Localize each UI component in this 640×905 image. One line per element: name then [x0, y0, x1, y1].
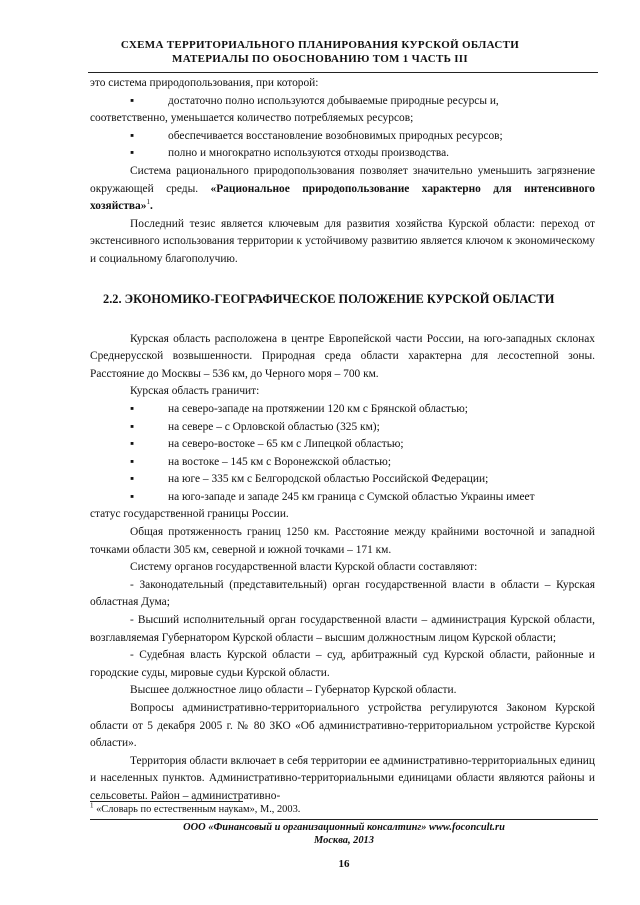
list-item: - Высший исполнительный орган государственной власти – администрация Курской области, возглавляемая Губернатором Курской области – высшим должностным лицом Курской области; [90, 614, 595, 644]
bullet-text: на северо-востоке – 65 км с Липецкой областью; [168, 438, 404, 451]
bullet-text: на востоке – 145 км с Воронежской областью; [168, 455, 391, 468]
page-number: 16 [338, 858, 350, 870]
footer-divider [90, 819, 598, 820]
bullet-item [90, 471, 595, 489]
list-item: - Законодательный (представительный) орган государственной власти в области – Курская областная Дума; [90, 578, 595, 609]
bullet-item [90, 419, 595, 437]
footnote-ref: 1 [146, 198, 150, 207]
footnote-mark: 1 [90, 801, 94, 810]
bullet-item [90, 401, 595, 419]
bullet-icon: ▪ [130, 94, 135, 107]
bullet-icon: ▪ [130, 402, 135, 415]
bullet-icon: ▪ [130, 147, 135, 160]
running-footer [90, 821, 598, 847]
paragraph: Курская область расположена в центре Европейской части России, на юго-западных склонах Среднерусской возвышенности. Природная среда области характерна для лесостепной зоны. Расстояние до Москвы – 536 км, до Черного моря – 700 км. [90, 332, 595, 380]
bullet-text: достаточно полно используются добываемые природные ресурсы и, [168, 94, 499, 107]
footnote [90, 803, 300, 816]
bullet-text: на севере – с Орловской областью (325 км); [168, 420, 380, 433]
quote-end: . [149, 200, 153, 213]
bullet-text: полно и многократно используются отходы производства. [168, 147, 449, 160]
bullet-icon: ▪ [130, 490, 135, 503]
bullet-icon: ▪ [130, 438, 135, 451]
bullet-item [90, 489, 595, 524]
intro-lead: это система природопользования, при которой: [90, 77, 319, 89]
bullet-item [90, 454, 595, 472]
bullet-item [90, 436, 595, 454]
document-body [90, 75, 595, 806]
bullet-item [90, 145, 595, 163]
footer-place-year: Москва, 2013 [314, 835, 374, 846]
header-subtitle: МАТЕРИАЛЫ ПО ОБОСНОВАНИЮ ТОМ 1 ЧАСТЬ III [172, 53, 468, 65]
paragraph-text: Система рационального природопользования позволяет значительно уменьшить загрязнение окружающей среды. [90, 164, 595, 195]
header-divider [88, 72, 598, 73]
bullet-text-continuation: статус государственной границы России. [90, 508, 289, 521]
section-heading: 2.2. ЭКОНОМИКО-ГЕОГРАФИЧЕСКОЕ ПОЛОЖЕНИЕ КУРСКОЙ ОБЛАСТИ [103, 291, 555, 306]
paragraph: Территория области включает в себя территории ее административно-территориальных единиц и населенных пунктов. Административно-территориальными единицами области являются районы и сельсоветы. Район – административно- [90, 754, 595, 802]
paragraph: Вопросы административно-территориального устройства регулируются Законом Курской области от 5 декабря 2005 г. № 80 ЗКО «Об административно-территориальном устройстве Курской области». [90, 702, 595, 750]
paragraph [90, 163, 595, 216]
footnote-divider [90, 801, 243, 802]
running-header [60, 38, 580, 66]
bullet-text: на юго-западе и западе 245 км граница с Сумской областью Украины имеет [168, 490, 535, 503]
bullet-item [90, 93, 595, 128]
bullet-text: обеспечивается восстановление возобновимых природных ресурсов; [168, 129, 503, 142]
paragraph: Общая протяженность границ 1250 км. Расстояние между крайними восточной и западной точками области 305 км, северной и южной точками – 171 км. [90, 526, 595, 556]
bullet-icon: ▪ [130, 473, 135, 486]
borders-lead: Курская область граничит: [130, 385, 260, 398]
paragraph: Систему органов государственной власти Курской области составляют: [130, 561, 478, 574]
header-title: СХЕМА ТЕРРИТОРИАЛЬНОГО ПЛАНИРОВАНИЯ КУРСКОЙ ОБЛАСТИ [120, 39, 520, 51]
bullet-icon: ▪ [130, 129, 135, 142]
bullet-text: на юге – 335 км с Белгородской областью Российской Федерации; [168, 473, 489, 486]
bullet-text: на северо-западе на протяжении 120 км с Брянской областью; [168, 402, 468, 415]
quote-bold: «Рациональное природопользование характерно для интенсивного хозяйства» [90, 182, 596, 213]
bullet-text-continuation: соответственно, уменьшается количество потребляемых ресурсов; [90, 112, 414, 125]
bullet-icon: ▪ [130, 455, 135, 468]
paragraph: Высшее должностное лицо области – Губернатор Курской области. [130, 684, 457, 697]
bullet-item [90, 128, 595, 146]
footnote-text: «Словарь по естественным наукам», М., 2003. [93, 804, 301, 815]
bullet-icon: ▪ [130, 420, 135, 433]
paragraph: Последний тезис является ключевым для развития хозяйства Курской области: переход от экстенсивного использования территории к устойчивому развитию является ключом к экономическому и социальному благополучию. [90, 217, 595, 265]
list-item: - Судебная власть Курской области – суд, арбитражный суд Курской области, районные и городские суды, мировые судьи Курской области. [90, 649, 595, 679]
footer-company: ООО «Финансовый и организационный консалтинг» www.foconcult.ru [183, 822, 505, 833]
